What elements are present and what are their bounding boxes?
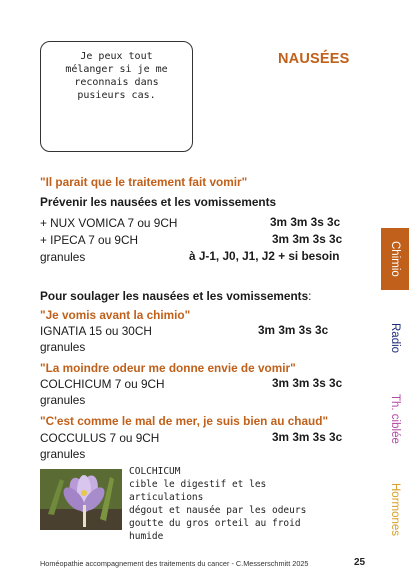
colchicum-photo (40, 469, 122, 530)
caption-line: humide (129, 531, 164, 542)
note-line: pusieurs cas. (77, 90, 156, 101)
note-line: mélanger si je me (65, 64, 168, 75)
case-quote-1: "Je vomis avant la chimio" (40, 308, 191, 322)
relieve-heading-text: Pour soulager les nausées et les vomissements (40, 289, 309, 303)
colchicum-flower-image (40, 469, 122, 530)
case-remedy-1: IGNATIA 15 ou 30CH (40, 324, 152, 338)
case-dose-3: 3m 3m 3s 3c (272, 430, 343, 444)
colchicum-caption (129, 465, 306, 543)
caption-line: goutte du gros orteil au froid (129, 518, 301, 529)
page-footer: Homéopathie accompagnement des traitements du cancer - C.Messerschmitt 2025 (40, 559, 309, 568)
prevent-form: granules (40, 250, 86, 264)
caption-line: COLCHICUM (129, 466, 181, 477)
tab-therapie-ciblee[interactable] (381, 384, 409, 454)
caption-line: dégout et nausée par les odeurs (129, 505, 307, 516)
case-form-1: granules (40, 340, 86, 354)
caption-line: cible le digestif et les (129, 479, 267, 490)
tab-chimio[interactable] (381, 228, 409, 290)
prevent-schedule: à J-1, J0, J1, J2 + si besoin (189, 249, 340, 263)
prevent-remedy-1: + NUX VOMICA 7 ou 9CH (40, 216, 178, 230)
relieve-heading (40, 288, 311, 304)
note-text (41, 50, 192, 102)
case-dose-1: 3m 3m 3s 3c (258, 323, 329, 337)
page-number: 25 (354, 557, 366, 568)
tab-hormones[interactable] (381, 470, 409, 550)
page-title: NAUSÉES (278, 51, 350, 67)
tab-radio[interactable] (381, 308, 409, 368)
prevent-dose-2: 3m 3m 3s 3c (272, 232, 343, 246)
caption-line: articulations (129, 492, 204, 503)
note-line: reconnais dans (74, 77, 159, 88)
case-form-2: granules (40, 393, 86, 407)
case-dose-2: 3m 3m 3s 3c (272, 376, 343, 390)
case-remedy-2: COLCHICUM 7 ou 9CH (40, 377, 165, 391)
tab-hormones-label: Hormones (389, 483, 401, 537)
relieve-heading-colon: : (308, 289, 312, 303)
tab-chimio-label: Chimio (389, 241, 401, 277)
prevent-remedy-2: + IPECA 7 ou 9CH (40, 233, 139, 247)
case-quote-2: "La moindre odeur me donne envie de vomir" (40, 361, 296, 375)
prevent-heading: Prévenir les nausées et les vomissements (40, 195, 277, 209)
note-line: Je peux tout (80, 51, 153, 62)
case-form-3: granules (40, 447, 86, 461)
prevent-dose-1: 3m 3m 3s 3c (270, 215, 341, 229)
case-quote-3: "C'est comme le mal de mer, je suis bien au chaud" (40, 414, 329, 428)
case-remedy-3: COCCULUS 7 ou 9CH (40, 431, 160, 445)
intro-quote: "Il parait que le traitement fait vomir" (40, 175, 248, 189)
tab-radio-label: Radio (389, 322, 401, 354)
tab-therapie-ciblee-label: Th. ciblée (389, 394, 401, 444)
note-box (40, 41, 193, 152)
